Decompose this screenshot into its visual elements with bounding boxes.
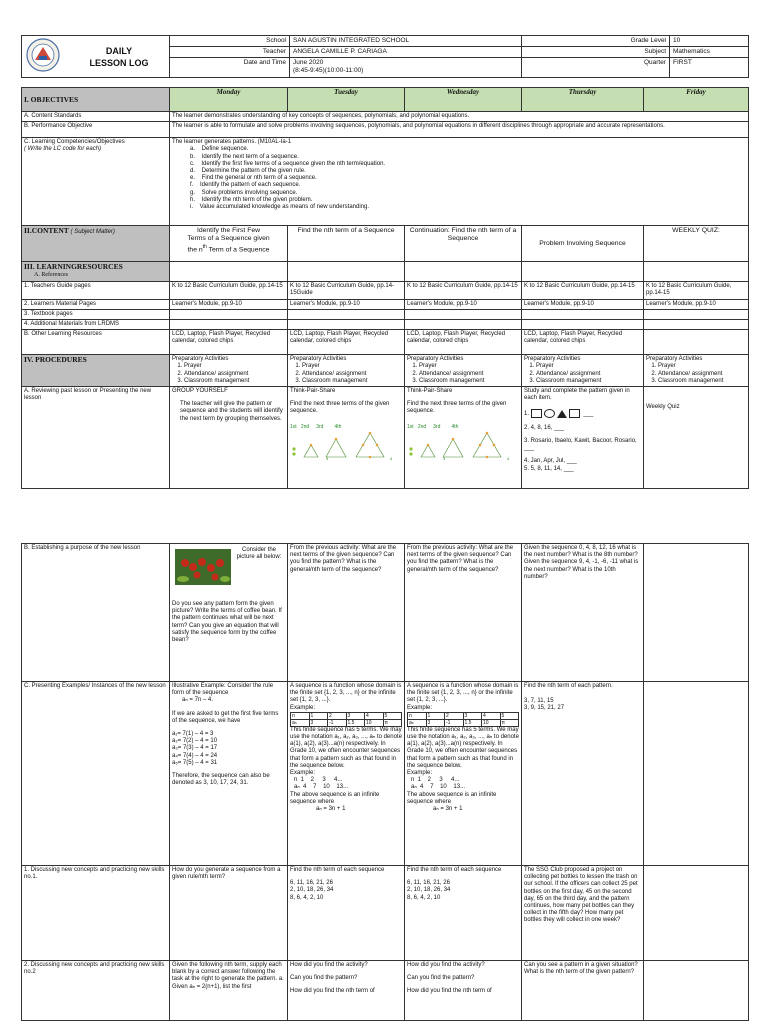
quarter-value: FIRST: [670, 58, 749, 78]
discussing-1-tuesday: Find the nth term of each sequence 6, 11, 16, 21, 26 2, 10, 18, 26, 34 8, 6, 4, 2, 10: [288, 866, 405, 961]
content-heading-cell: [22, 226, 170, 262]
other-resources-wednesday: LCD, Laptop, Flash Player, Recycled calendar, colored chips: [405, 330, 522, 355]
day-friday: Friday: [644, 88, 749, 112]
content-friday: WEEKLY QUIZ:: [644, 226, 749, 262]
resources-heading: III. LEARNINGRESOURCES: [24, 262, 123, 272]
other-resources-label: B. Other Learning Resources: [22, 330, 170, 355]
performance-objective-label: B. Performance Objective: [22, 122, 170, 138]
school-label: School: [170, 36, 290, 47]
date-value-cell: [290, 58, 522, 78]
content-standards-label: A. Content Standards: [22, 112, 170, 122]
triangle-pattern: 1st 2nd 3rd 4th 3 4: [407, 424, 519, 464]
teachers-guide-monday: K to 12 Basic Curriculum Guide, pp.14-15: [170, 281, 288, 299]
svg-text:3: 3: [443, 455, 446, 461]
school-value: SAN AGUSTIN INTEGRATED SCHOOL: [290, 36, 522, 47]
content-standards-text: The learner demonstrates understanding of key concepts of sequences, polynomials, and polynomial equations.: [170, 112, 749, 122]
content-tuesday: Find the nth term of a Sequence: [288, 226, 405, 262]
quarter-label: Quarter: [522, 58, 670, 78]
references-subheading: A. References: [34, 272, 68, 279]
sequence-table: n 1 2 3 4 5 aₙ 3 -1 1.5 10 π: [407, 712, 519, 727]
svg-text:4: 4: [507, 455, 510, 461]
sequence-table: n 1 2 3 4 5 aₙ 3 -1 1.5 10 π: [290, 712, 402, 727]
examples-tuesday: A sequence is a function whose domain is the finite set {1, 2, 3, ..., n} or the infinite set {1, 2, 3, ...}. Example: n 1 2 3 4 5 aₙ 3 -1 1.5 10 π This finite sequence has 5 terms. We may use the notation a₁, a₂, a₃, ..., aₙ to denote a(1), a(2), a(3)...a(n) respectively. In Grade 10, we often encounter sequences that form a pattern such as that found in the sequence below. Example: n 1 2 3 4... aₙ 4 7 10 13... The above sequence is an infinite sequence where aₙ = 3n + 1: [288, 682, 405, 866]
content-monday: Identify the First Few Terms of a Sequence given the $n^{th}$ Term of a Sequence: [170, 226, 288, 262]
main-table-page2: [21, 543, 749, 1021]
textbook-pages-label: 3. Textbook pages: [22, 309, 170, 319]
reviewing-wednesday: Think-Pair-Share Find the next three terms of the given sequence. 1st 2nd 3rd 4th 3 4: [405, 387, 522, 489]
competencies-cell: [170, 138, 749, 226]
discussing-1-label: 1. Discussing new concepts and practicing new skills no.1.: [22, 866, 170, 961]
competencies-label-cell: [22, 138, 170, 226]
competency-item: i. Value accumulated knowledge as means of new understanding.: [190, 204, 369, 211]
competency-item: d. Determine the pattern of the given rule.: [190, 168, 306, 175]
other-resources-thursday: LCD, Laptop, Flash Player, Recycled calendar, colored chips: [522, 330, 644, 355]
prep-thursday: Preparatory Activities 1. Prayer 2. Attendance/ assignment 3. Classroom management: [522, 355, 644, 387]
teachers-guide-tuesday: K to 12 Basic Curriculum Guide, pp.14-15Guide: [288, 281, 405, 299]
content-wednesday: Continuation: Find the nth term of a Sequence: [405, 226, 522, 262]
grade-value: 10: [670, 36, 749, 47]
reviewing-tuesday: Think-Pair-Share Find the next three terms of the given sequence. 1st 2nd 3rd 4th 3 4: [288, 387, 405, 489]
deped-seal-icon: [26, 38, 60, 72]
date-value: June 2020: [293, 59, 324, 66]
learners-material-wednesday: Learner's Module, pp.9-10: [405, 299, 522, 309]
teacher-value: ANGELA CAMILLE P. CARIAGA: [290, 47, 522, 58]
content-thursday: Problem Involving Sequence: [522, 226, 644, 262]
learners-material-friday: Learner's Module, pp.9-10: [644, 299, 749, 309]
performance-objective-text: The learner is able to formulate and solve problems involving sequences, polynomials, and polynomial equations in different disciplines through appropriate and accurate representations.: [170, 122, 749, 138]
day-tuesday: Tuesday: [288, 88, 405, 112]
discussing-1-wednesday: Find the nth term of each sequence 6, 11, 16, 21, 26 2, 10, 18, 26, 34 8, 6, 4, 2, 10: [405, 866, 522, 961]
time-value: (8:45-9:45)(10:00-11:00): [293, 67, 364, 74]
discussing-2-wednesday: How did you find the activity? Can you find the pattern? How did you find the nth term of: [405, 961, 522, 1021]
coffee-beans-icon: [175, 549, 231, 585]
competencies-note: ( Write the LC code for each): [24, 146, 102, 153]
purpose-intro: Consider the picture all below:: [236, 547, 282, 561]
additional-materials-label: 4. Additional Materials from LRDMS: [22, 320, 170, 330]
triangle-dots-icon: [290, 431, 402, 461]
examples-monday: Illustrative Example: Consider the rule form of the sequence aₙ = 7n – 4. If we are asked to get the first five terms of the sequence, we have a₁= 7(1) – 4 = 3 a₂= 7(2) – 4 = 10 a₃= 7(3) – 4 = 17 a₄= 7(4) – 4 = 24 a₅= 7(5) – 4 = 31 Therefore, the sequence can also be denoted as 3, 10, 17, 24, 31.: [170, 682, 288, 866]
discussing-2-tuesday: How did you find the activity? Can you find the pattern? How did you find the nth term of: [288, 961, 405, 1021]
triangle-pattern: 1st 2nd 3rd 4th 3 4: [290, 424, 402, 464]
subject-label: Subject: [522, 47, 670, 58]
triangle-dots-icon: [407, 431, 519, 461]
competency-item: h. Identify the nth term of the given problem.: [190, 196, 313, 203]
discussing-1-thursday: The SSG Club proposed a project on collecting pet bottles to lessen the trash on our school. If the officers can collect 25 pet bottles on the first day, 45 on the second day, 65 on the third day, and the pattern continues, how many pet bottles can they collect in the fifth day? How many pet bottles they will collect in one week?: [522, 866, 644, 961]
content-heading: II.CONTENT: [24, 226, 69, 236]
purpose-questions: Do you see any pattern form the given picture? Write the terms of coffee bean. If the pattern continues what will be next term? Can you give an equation that will satisfy the sequence form by the coffee bean?: [172, 601, 282, 644]
main-table-page1: [21, 87, 749, 489]
day-wednesday: Wednesday: [405, 88, 522, 112]
grade-label: Grade Level: [522, 36, 670, 47]
logo-title-cell: [22, 36, 170, 78]
learners-material-tuesday: Learner's Module, pp.9-10: [288, 299, 405, 309]
objectives-heading: I. OBJECTIVES: [22, 88, 170, 112]
title-line-2: LESSON LOG: [89, 58, 149, 68]
document-title: [72, 45, 166, 69]
reviewing-label: A. Reviewing past lesson or Presenting the new lesson: [22, 387, 170, 489]
discussing-2-thursday: Can you see a pattern in a given situation? What is the nth term of the given pattern?: [522, 961, 644, 1021]
title-line-1: DAILY: [105, 46, 133, 56]
examples-thursday: Find the nth term of each pattern. 3, 7, 11, 15 3, 9, 15, 21, 27: [522, 682, 644, 866]
content-heading-note: ( Subject Matter): [70, 229, 115, 236]
purpose-label: B. Establishing a purpose of the new lesson: [22, 544, 170, 682]
day-thursday: Thursday: [522, 88, 644, 112]
prep-tuesday: Preparatory Activities 1. Prayer 2. Attendance/ assignment 3. Classroom management: [288, 355, 405, 387]
header-table: [21, 35, 749, 78]
learners-material-label: 2. Learners Material Pages: [22, 299, 170, 309]
competency-item: e. Find the general or nth term of a sequence.: [190, 175, 317, 182]
resources-heading-cell: [22, 262, 170, 281]
discussing-2-label: 2. Discussing new concepts and practicing new skills no.2: [22, 961, 170, 1021]
purpose-monday: [170, 544, 288, 682]
prep-monday: Preparatory Activities 1. Prayer 2. Attendance/ assignment 3. Classroom management: [170, 355, 288, 387]
competencies-label: C. Learning Competencies/Objectives: [24, 139, 125, 146]
subject-value: Mathematics: [670, 47, 749, 58]
competency-item: f. Identify the pattern of each sequence.: [190, 182, 301, 189]
date-label: Date and Time: [170, 58, 290, 78]
purpose-wednesday: From the previous activity: What are the next terms of the given sequence? Can you find the pattern? What is the general/nth term of the sequence?: [405, 544, 522, 682]
day-monday: Monday: [170, 88, 288, 112]
discussing-1-monday: How do you generate a sequence from a given rule/nth term?: [170, 866, 288, 961]
reviewing-thursday: Study and complete the pattern given in each item. 1. ___ 2. 4, 8, 16, ___ 3. Rosario, Ibaelo, Kawit, Bacoor, Rosario, ___ 4. Jan, Apr, Jul, ___ 5. 5, 8, 11, 14, ___: [522, 387, 644, 489]
svg-text:4: 4: [390, 455, 393, 461]
teachers-guide-thursday: K to 12 Basic Curriculum Guide, pp.14-15: [522, 281, 644, 299]
reviewing-friday: Weekly Quiz: [644, 387, 749, 489]
teachers-guide-label: 1. Teachers Guide pages: [22, 281, 170, 299]
purpose-tuesday: From the previous activity: What are the next terms of the given sequence? Can you find the pattern? What is the general/nth term of the sequence?: [288, 544, 405, 682]
competency-item: g. Solve problems involving sequence.: [190, 189, 298, 196]
learners-material-thursday: Learner's Module, pp.9-10: [522, 299, 644, 309]
other-resources-tuesday: LCD, Laptop, Flash Player, Recycled calendar, colored chips: [288, 330, 405, 355]
shape-pattern: 1. ___: [524, 409, 641, 418]
prep-wednesday: Preparatory Activities 1. Prayer 2. Attendance/ assignment 3. Classroom management: [405, 355, 522, 387]
competency-item: b. Identify the next term of a sequence.: [190, 153, 299, 160]
svg-text:3: 3: [326, 455, 329, 461]
reviewing-monday: GROUP YOURSELF The teacher will give the pattern or sequence and the students will identify the next term by grouping themselves.: [170, 387, 288, 489]
competency-item: c. Identify the first five terms of a sequence given the nth term/equation.: [190, 160, 386, 167]
competency-item: a. Define sequence.: [190, 146, 249, 153]
examples-label: C. Presenting Examples/ Instances of the new lesson: [22, 682, 170, 866]
examples-wednesday: A sequence is a function whose domain is the finite set {1, 2, 3, ..., n} or the infinite set {1, 2, 3, ...}. Example: n 1 2 3 4 5 aₙ 3 -1 1.5 10 π This finite sequence has 5 terms. We may use the notation a₁, a₂, a₃, ..., aₙ to denote a(1), a(2), a(3)...a(n) respectively. In Grade 10, we often encounter sequences that form a pattern such as that found in the sequence below. Example: n 1 2 3 4... aₙ 4 7 10 13... The above sequence is an infinite sequence where aₙ = 3n + 1: [405, 682, 522, 866]
prep-friday: Preparatory Activities 1. Prayer 2. Attendance/ assignment 3. Classroom management: [644, 355, 749, 387]
purpose-thursday: Given the sequence 0, 4, 8, 12, 16 what is the next number? What is the 8th number? Given the sequence 9, 4, -1, -6, -11 what is the next number? What is the 10th number?: [522, 544, 644, 682]
teachers-guide-friday: K to 12 Basic Curriculum Guide, pp.14-15: [644, 281, 749, 299]
competencies-intro: The learner generates patterns. (M10AL-Ia-1: [172, 139, 292, 146]
other-resources-monday: LCD, Laptop, Flash Player, Recycled calendar, colored chips: [170, 330, 288, 355]
discussing-2-monday: Given the following nth term, supply each blank by a correct answer following the task at the right to generate the pattern. a. Given aₙ = 2(n+1), list the first: [170, 961, 288, 1021]
teachers-guide-wednesday: K to 12 Basic Curriculum Guide, pp.14-15: [405, 281, 522, 299]
procedures-heading: IV. PROCEDURES: [22, 355, 170, 387]
teacher-label: Teacher: [170, 47, 290, 58]
learners-material-monday: Learner's Module, pp.9-10: [170, 299, 288, 309]
